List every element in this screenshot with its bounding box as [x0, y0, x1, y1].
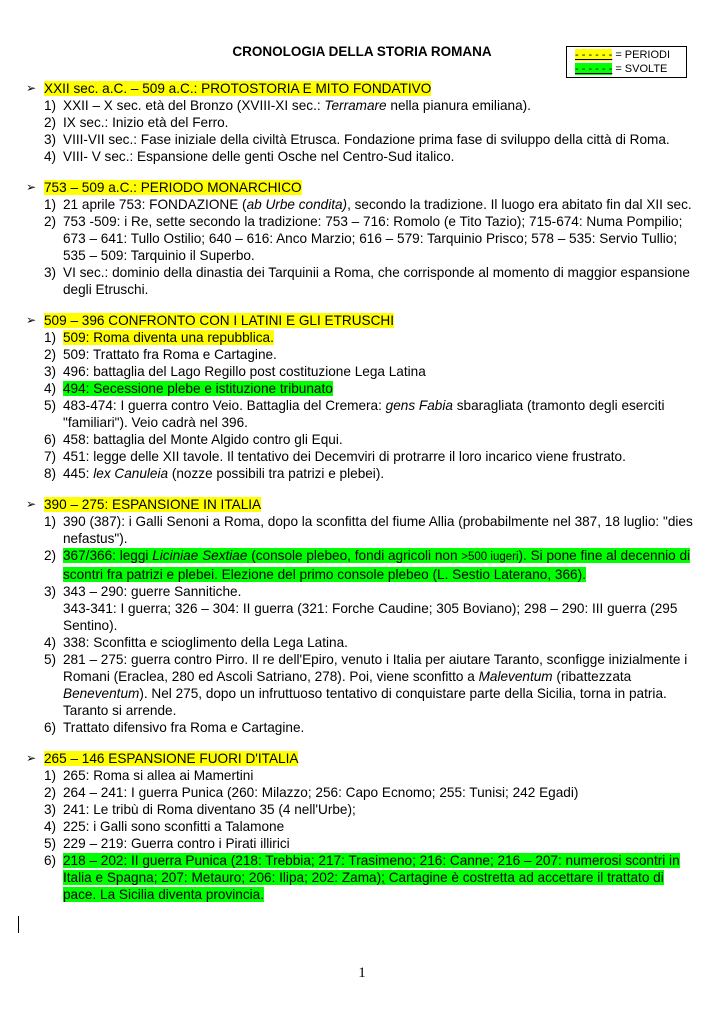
section-heading — [26, 312, 696, 329]
list-item — [26, 397, 696, 431]
item-number: 2) — [44, 548, 57, 563]
text-run: ). Si pone fine al decennio di scontri fra patrizi e plebei. Elezione del primo console plebeo (L. Sestio Laterano, 366). — [63, 548, 691, 582]
list-item — [26, 329, 696, 346]
section-3 — [26, 312, 696, 482]
item-number: 3) — [44, 802, 57, 817]
italic-term: Terramare — [324, 98, 387, 113]
list-item — [26, 380, 696, 397]
text-run: 496: battaglia del Lago Regillo post costituzione Lega Latina — [63, 364, 426, 379]
list-item — [26, 213, 696, 264]
legend-label-svolte: = SVOLTE — [615, 63, 668, 75]
item-number: 1) — [44, 514, 57, 529]
text-run: 343-341: I guerra; 326 – 304: II guerra (321: Forche Caudine; 305 Boviano); 298 – 290: III guerra (295 Sentino). — [63, 601, 678, 633]
text-run: sbaragliata (tramonto degli eserciti "familiari"). Veio cadrà nel 396. — [63, 398, 665, 430]
item-text — [63, 197, 692, 212]
item-number: 4) — [44, 819, 57, 834]
text-run: ; — [381, 870, 385, 885]
item-text — [63, 514, 693, 546]
text-run: 265: Roma si allea ai Mamertini — [63, 768, 254, 783]
item-number: 8) — [44, 466, 57, 481]
list-item — [26, 431, 696, 448]
list-item — [26, 547, 696, 583]
item-number: 3) — [44, 364, 57, 379]
list-item — [26, 767, 696, 784]
text-run: VI sec.: dominio della dinastia dei Tarquinii a Roma, che corrisponde al momento di maggior espansione degli Etruschi. — [63, 265, 690, 297]
item-text — [63, 853, 680, 902]
item-text — [63, 836, 290, 851]
list-item — [26, 346, 696, 363]
item-text — [63, 802, 356, 817]
list-item — [26, 448, 696, 465]
item-text — [63, 265, 690, 297]
italic-term: ab Urbe condita) — [246, 197, 348, 212]
item-number: 4) — [44, 149, 57, 164]
text-run: 445: — [63, 466, 94, 481]
list-item — [26, 651, 696, 719]
text-run: 338: Sconfitta e scioglimento della Lega Latina. — [63, 635, 348, 650]
list-item — [26, 513, 696, 547]
legend-swatch-periodi: - - - - - - — [575, 49, 613, 61]
list-item — [26, 835, 696, 852]
legend-box — [566, 46, 687, 78]
italic-term: Liciniae Sextiae — [152, 548, 248, 563]
item-text — [63, 466, 384, 481]
item-number: 4) — [44, 381, 57, 396]
item-text — [63, 149, 454, 164]
section-heading — [26, 179, 696, 196]
item-text — [63, 785, 578, 800]
text-run: 343 – 290: guerre Sannitiche. — [63, 584, 242, 599]
list-item — [26, 465, 696, 482]
item-text — [63, 548, 690, 582]
legend-row-periodi — [575, 48, 686, 62]
text-run: (nozze possibili tra patrizi e plebei). — [168, 466, 385, 481]
chronology-content — [26, 80, 696, 917]
italic-term: Maleventum — [478, 669, 553, 684]
text-run: 451: legge delle XII tavole. Il tentativo dei Decemviri di protrarre il loro incarico viene frustrato. — [63, 449, 626, 464]
text-run: 509: Trattato fra Roma e Cartagine. — [63, 347, 277, 362]
italic-term: gens Fabia — [385, 398, 453, 413]
section-heading-text: 753 – 509 a.C.: PERIODO MONARCHICO — [44, 180, 302, 195]
item-number: 2) — [44, 785, 57, 800]
text-run: (console plebeo, fondi agricoli non — [247, 548, 462, 563]
item-text — [63, 115, 228, 130]
text-run: (ribattezzata — [552, 669, 632, 684]
item-number: 1) — [44, 98, 57, 113]
list-item — [26, 719, 696, 736]
text-run: 241: Le tribù di Roma diventano 35 (4 nell'Urbe); — [63, 802, 356, 817]
item-text — [63, 364, 426, 379]
list-item — [26, 634, 696, 651]
legend-row-svolte — [575, 62, 686, 76]
section-1 — [26, 80, 696, 165]
item-text — [63, 330, 274, 345]
list-item — [26, 97, 696, 114]
item-number: 2) — [44, 214, 57, 229]
item-text — [63, 432, 343, 447]
item-text — [63, 768, 253, 783]
item-number: 1) — [44, 330, 57, 345]
item-text — [63, 449, 626, 464]
arrow-bullet-icon: ➢ — [26, 751, 37, 765]
text-run: 483-474: I guerra contro Veio. Battaglia del Cremera: — [63, 398, 386, 413]
text-run: 281 – 275: guerra contro Pirro. Il re dell'Epiro, venuto i Italia per aiutare Taranto, sconfigge inizialmente i Romani (Eraclea, 280 ed Ascoli Satriano, 278). Poi, viene sconfitto a — [63, 652, 688, 684]
text-run: 264 – 241: I guerra Punica (260: Milazzo; 256: Capo Ecnomo; 255: Tunisi; 242 Egadi) — [63, 785, 579, 800]
text-run: VIII- V sec.: Espansione delle genti Osche nel Centro-Sud italico. — [63, 149, 455, 164]
list-item — [26, 784, 696, 801]
item-text — [63, 601, 677, 633]
item-number: 1) — [44, 768, 57, 783]
text-run: 218 – 202: II guerra Punica (218: Trebbia; 217: Trasimeno; 216: Canne; 216 – 207: numerosi scontri in Italia e Spagna; 207: Metauro; 206: Ilipa; 202: Zama) — [63, 853, 680, 885]
item-text — [63, 398, 665, 430]
item-text — [63, 584, 241, 599]
list-item — [26, 264, 696, 298]
item-number: 6) — [44, 720, 57, 735]
text-run: VIII-VII sec.: Fase iniziale della civiltà Etrusca. Fondazione prima fase di sviluppo della città di Roma. — [63, 132, 670, 147]
list-item — [26, 114, 696, 131]
list-item — [26, 148, 696, 165]
section-2 — [26, 179, 696, 298]
item-text — [63, 635, 348, 650]
list-item-continuation — [26, 600, 696, 634]
page-number: 1 — [358, 965, 366, 981]
item-text — [63, 819, 284, 834]
arrow-bullet-icon: ➢ — [26, 497, 37, 511]
italic-term: lex Canuleia — [93, 466, 169, 481]
item-text — [63, 347, 277, 362]
item-number: 3) — [44, 132, 57, 147]
item-number: 2) — [44, 115, 57, 130]
item-number: 5) — [44, 836, 57, 851]
text-run: Trattato difensivo fra Roma e Cartagine. — [63, 720, 305, 735]
item-number: 6) — [44, 432, 57, 447]
list-item — [26, 196, 696, 213]
text-run: 21 aprile 753: FONDAZIONE ( — [63, 197, 247, 212]
text-run: IX sec.: Inizio età del Ferro. — [63, 115, 229, 130]
section-heading-text: 390 – 275: ESPANSIONE IN ITALIA — [44, 497, 262, 512]
item-number: 6) — [44, 853, 57, 868]
section-heading-text: 265 – 146 ESPANSIONE FUORI D'ITALIA — [44, 751, 299, 766]
section-heading — [26, 496, 696, 513]
item-number: 4) — [44, 635, 57, 650]
text-run: 494: Secessione plebe e istituzione tribunato — [63, 381, 333, 396]
item-number: 5) — [44, 398, 57, 413]
text-run: , secondo la tradizione. Il luogo era abitato fin dal XII sec. — [347, 197, 692, 212]
list-item — [26, 801, 696, 818]
text-run: 753 -509: i Re, sette secondo la tradizione: 753 – 716: Romolo (e Tito Tazio); 715-674: Numa Pompilio; 673 – 641: Tullo Ostilio; 640 – 616: Anco Marzio; 616 – 579: Tarquinio Prisco; 578 – 535: Servio Tullio; 535 – 509: Tarquinio il Superbo. — [63, 214, 683, 263]
list-item — [26, 852, 696, 903]
section-heading-text: 509 – 396 CONFRONTO CON I LATINI E GLI ETRUSCHI — [44, 313, 394, 328]
text-run: XXII – X sec. età del Bronzo (XVIII-XI sec.: — [63, 98, 325, 113]
list-item — [26, 363, 696, 380]
arrow-bullet-icon: ➢ — [26, 313, 37, 327]
section-heading — [26, 750, 696, 767]
text-run: ). Nel 275, dopo un infruttuoso tentativo di conquistare parte della Sicilia, torna in patria. Taranto si arrende. — [63, 686, 667, 718]
page-title: CRONOLOGIA DELLA STORIA ROMANA — [232, 44, 492, 59]
section-heading — [26, 80, 696, 97]
text-run: 509: Roma diventa una repubblica. — [63, 330, 274, 345]
arrow-bullet-icon: ➢ — [26, 81, 37, 95]
item-number: 5) — [44, 652, 57, 667]
legend-swatch-svolte: - - - - - - — [575, 63, 613, 75]
item-text — [63, 720, 304, 735]
text-run: 458: battaglia del Monte Algido contro gli Equi. — [63, 432, 343, 447]
item-text — [63, 214, 682, 263]
item-number: 3) — [44, 584, 57, 599]
revision-bar — [18, 916, 19, 933]
item-number: 3) — [44, 265, 57, 280]
text-run: nella pianura emiliana). — [386, 98, 531, 113]
legend-label-periodi: = PERIODI — [615, 49, 671, 61]
list-item — [26, 131, 696, 148]
item-text — [63, 652, 687, 718]
text-run: 229 – 219: Guerra contro i Pirati illirici — [63, 836, 290, 851]
small-text-run: >500 iugeri — [461, 551, 519, 563]
section-heading-text: XXII sec. a.C. – 509 a.C.: PROTOSTORIA E MITO FONDATIVO — [44, 81, 432, 96]
list-item — [26, 583, 696, 600]
item-number: 2) — [44, 347, 57, 362]
text-run: 390 (387): i Galli Senoni a Roma, dopo la sconfitta del fiume Allia (probabilmente nel 387, 18 luglio: "dies nefastus"). — [63, 514, 693, 546]
text-run: 225: i Galli sono sconfitti a Talamone — [63, 819, 285, 834]
item-text — [63, 132, 670, 147]
item-text — [63, 98, 531, 113]
item-number: 7) — [44, 449, 57, 464]
text-run: Cartagine è costretta ad accettare il trattato di pace. La Sicilia diventa provincia. — [63, 870, 664, 902]
section-5 — [26, 750, 696, 903]
arrow-bullet-icon: ➢ — [26, 180, 37, 194]
item-number: 1) — [44, 197, 57, 212]
italic-term: Beneventum — [63, 686, 140, 701]
item-text — [63, 381, 333, 396]
list-item — [26, 818, 696, 835]
text-run: 367/366: leggi — [63, 548, 153, 563]
section-4 — [26, 496, 696, 736]
